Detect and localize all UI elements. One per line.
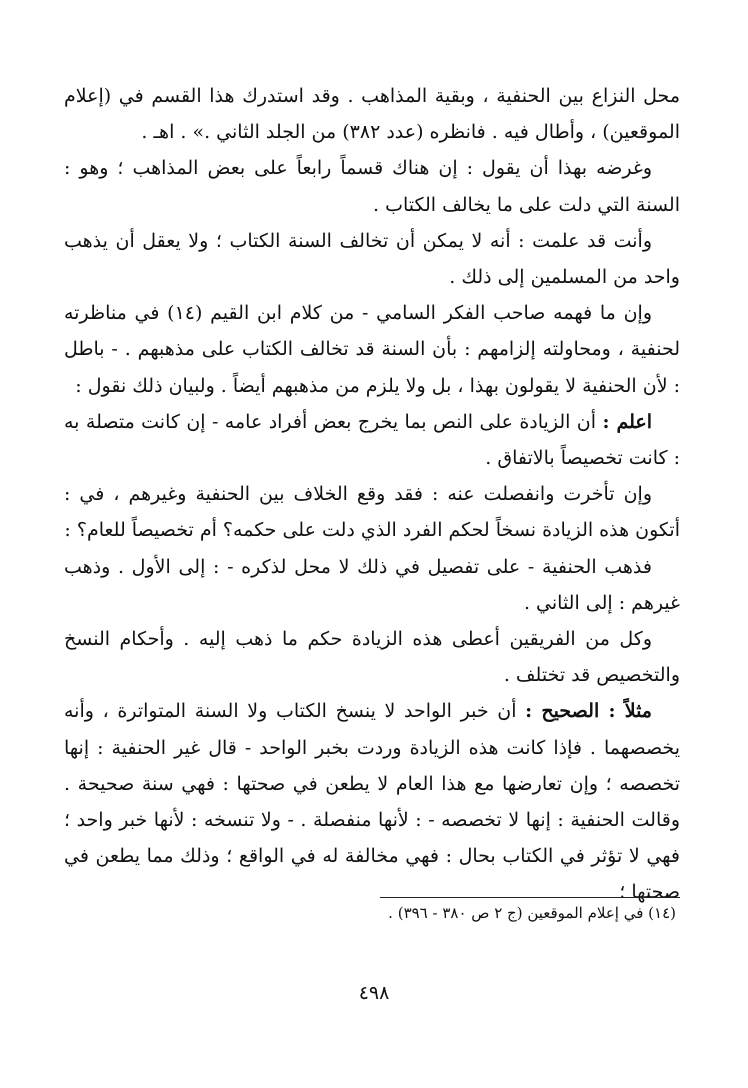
paragraph-4 [64,295,680,404]
paragraph-1-text: محل النزاع بين الحنفية ، وبقية المذاهب . وقد استدرك هذا القسم في (إعلام الموقعين) ، وأطال فيه . فانظره (عدد ٣٨٢) من الجلد الثاني .» . اهـ . [64,85,680,144]
paragraph-4-text: وإن ما فهمه صاحب الفكر السامي - من كلام ابن القيم (١٤) في مناظرته لحنفية ، ومحاولته إلزامهم : بأن السنة قد تخالف الكتاب على مذهبهم . - باطل : لأن الحنفية لا يقولون بهذا ، بل ولا يلزم من مذهبهم أيضاً . ولبيان ذلك نقول : [64,302,680,397]
paragraph-7 [64,549,680,621]
paragraph-6-text: وإن تأخرت وانفصلت عنه : فقد وقع الخلاف بين الحنفية وغيرهم ، في : أتكون هذه الزيادة نسخاً لحكم الفرد الذي دلت على حكمه؟ أم تخصيصاً للعام؟ : [64,483,680,542]
paragraph-9-lead: مثلاً : الصحيح : [525,700,652,723]
paragraph-5-text: أن الزيادة على النص بما يخرج بعض أفراد عامه - إن كانت متصلة به : كانت تخصيصاً بالاتفاق . [64,410,680,470]
paragraph-8 [64,621,680,693]
paragraph-2 [64,150,680,222]
paragraph-3-text: وأنت قد علمت : أنه لا يمكن أن تخالف السنة الكتاب ؛ ولا يعقل أن يذهب واحد من المسلمين إلى ذلك . [64,229,680,289]
paragraph-9 [64,693,680,910]
footnote-area [64,897,680,924]
paragraph-7-text: فذهب الحنفية - على تفصيل في ذلك لا محل لذكره - : إلى الأول . وذهب غيرهم : إلى الثاني . [64,555,680,614]
paragraph-5 [64,404,680,476]
paragraph-3 [64,223,680,295]
footnote-divider [380,897,680,898]
paragraph-1 [64,78,680,150]
page-body [64,78,680,911]
paragraph-9-text: أن خبر الواحد لا ينسخ الكتاب ولا السنة المتواترة ، وأنه يخصصهما . فإذا كانت هذه الزيادة وردت بخبر الواحد - قال غير الحنفية : إنها تخصصه ؛ وإن تعارضها مع هذا العام لا يطعن في صحتها : فهي سنة صحيحة . وقالت الحنفية : إنها لا تخصصه - : لأنها منفصلة . - ولا تنسخه : لأنها خبر واحد ؛ فهي لا تؤثر في الكتاب بحال : فهي مخالفة له في الواقع ؛ وذلك مما يطعن في صحتها ؛ [64,700,680,904]
paragraph-8-text: وكل من الفريقين أعطى هذه الزيادة حكم ما ذهب إليه . وأحكام النسخ والتخصيص قد تختلف . [64,628,680,687]
paragraph-5-lead: اعلم : [602,410,652,433]
footnote-14: (١٤) في إعلام الموقعين (ج ٢ ص ٣٨٠ - ٣٩٦) . [388,904,676,922]
paragraph-2-text: وغرضه بهذا أن يقول : إن هناك قسماً رابعاً على بعض المذاهب ؛ وهو : السنة التي دلت على ما يخالف الكتاب . [64,157,680,216]
paragraph-6 [64,476,680,548]
page-number: ٤٩٨ [358,982,390,1004]
